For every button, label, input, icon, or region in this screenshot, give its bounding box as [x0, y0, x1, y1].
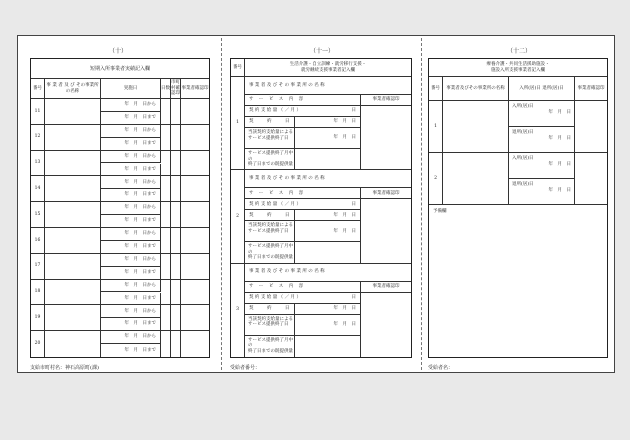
date-from: 年 月 日から [101, 176, 161, 189]
service-content-label: サ ー ビ ス 内 容 [245, 188, 361, 199]
confirm-stamp-cell [361, 106, 411, 170]
header-number: 番号 [429, 77, 443, 101]
row-number: 15 [31, 202, 45, 228]
service-content-label: サ ー ビ ス 内 容 [245, 282, 361, 293]
date-from: 年 月 日から [101, 228, 161, 241]
confirm-label: 事業者確認印 [361, 282, 411, 293]
end-date-value: 年 月 日 [295, 315, 361, 336]
days-cell [161, 228, 171, 254]
provider-name-cell [443, 101, 509, 153]
block-number: 3 [231, 264, 245, 357]
provided-line: サービス提供終了月中の [248, 244, 293, 255]
provider-name-label: 事 業 者 及 び そ の 事 業 所 の 名 称 [245, 264, 411, 282]
contract-date-value: 年 月 日 [295, 117, 361, 128]
date-from: 年 月 日から [101, 305, 161, 318]
row-number: 14 [31, 176, 45, 202]
notes-area [429, 205, 607, 357]
days-cell [161, 305, 171, 331]
date-to: 年 月 日まで [101, 215, 161, 228]
date-to: 年 月 日まで [101, 344, 161, 357]
confirm-stamp-cell [575, 153, 607, 205]
short-stay-table [30, 58, 210, 358]
header-confirm: 事業者確認印 [181, 79, 209, 99]
row-number: 11 [31, 99, 45, 125]
days-cell [161, 331, 171, 357]
provider-name-cell [45, 176, 101, 202]
provided-line: 終了日までの既提供量 [248, 162, 293, 167]
footer-municipality: 支給市町村名：神石高原町(課) [30, 365, 99, 371]
cut-line [221, 38, 222, 370]
days-cell [161, 202, 171, 228]
provider-name-cell [45, 305, 101, 331]
certificate-sheet [17, 35, 615, 373]
confirm-stamp-cell [181, 305, 209, 331]
provider-name-cell [45, 151, 101, 177]
provider-name-cell [45, 280, 101, 306]
date-to: 年 月 日まで [101, 267, 161, 280]
days-cell [161, 125, 171, 151]
end-date-label [245, 315, 295, 336]
date-from: 年 月 日から [101, 125, 161, 138]
footer-recipient-name: 受給者名： [428, 365, 454, 371]
date-from: 年 月 日から [101, 254, 161, 267]
daytime-services-table [230, 58, 412, 358]
days-cell [161, 99, 171, 125]
provider-name-cell [45, 331, 101, 357]
contract-amount-label: 契 約 支 給 量 （ ／ 月 ） [249, 294, 301, 300]
title-line: 療養介護・共同生活援助施設・ [486, 62, 550, 67]
end-date-line: サービス提供終了日 [248, 228, 289, 234]
provider-name-cell [45, 228, 101, 254]
confirm-stamp-cell [181, 202, 209, 228]
contract-date-value: 年 月 日 [295, 210, 361, 221]
provided-amount-value [295, 149, 361, 170]
table-title: 短期入所事業者実績記入欄 [31, 59, 209, 79]
row-number: 2 [429, 153, 443, 205]
municipal-stamp-cell [171, 151, 181, 177]
exit-label: 退所(居)日 [512, 182, 534, 187]
provider-name-cell [45, 125, 101, 151]
panel-number: （十） [108, 48, 127, 55]
confirm-stamp-cell [181, 331, 209, 357]
provided-amount-label [245, 242, 295, 263]
municipal-stamp-cell [171, 228, 181, 254]
end-date-line: 当該契約支給量による [248, 223, 293, 229]
provider-name-label: 事 業 者 及 び そ の 事 業 所 の 名 称 [245, 170, 411, 188]
row-number: 12 [31, 125, 45, 151]
header-provider: 事 業 者 及 び その事業所の名称 [45, 79, 101, 99]
panel-short-stay [18, 36, 218, 372]
provided-line: 終了日までの既提供量 [248, 348, 293, 354]
provided-line: サービス提供終了月中の [248, 151, 293, 162]
header-dates: 入所(居)日 退所(居)日 [509, 77, 575, 101]
row-number: 20 [31, 331, 45, 357]
municipal-stamp-cell [171, 125, 181, 151]
header-provider: 事業者及びその事業所の名称 [443, 77, 509, 101]
end-date-line: 当該契約支給量による [248, 130, 293, 135]
row-number: 17 [31, 254, 45, 280]
row-number: 19 [31, 305, 45, 331]
contract-date-label: 契 約 日 [245, 304, 295, 315]
residential-table [428, 58, 608, 358]
panel-daytime-services [224, 36, 420, 372]
municipal-stamp-cell [171, 280, 181, 306]
provider-name-cell [45, 202, 101, 228]
header-municipal: 市町村確認印 [171, 79, 181, 99]
entry-value: 年 月 日 [548, 161, 571, 167]
end-date-label [245, 221, 295, 242]
exit-date [509, 179, 575, 205]
date-from: 年 月 日から [101, 151, 161, 164]
exit-value: 年 月 日 [548, 135, 571, 141]
date-from: 年 月 日から [101, 280, 161, 293]
municipal-stamp-cell [171, 254, 181, 280]
contract-amount-label: 契 約 支 給 量 （ ／ 月 ） [249, 108, 301, 114]
table-title [429, 59, 607, 77]
end-date-value: 年 月 日 [295, 128, 361, 149]
row-number: 1 [429, 101, 443, 153]
entry-date [509, 153, 575, 179]
cut-line [421, 38, 422, 370]
notes-label: 予備欄 [433, 209, 447, 214]
confirm-stamp-cell [181, 280, 209, 306]
contract-amount-row [245, 199, 361, 210]
provider-name-cell [443, 153, 509, 205]
municipal-stamp-cell [171, 202, 181, 228]
date-to: 年 月 日まで [101, 164, 161, 177]
contract-amount-row [245, 293, 361, 304]
table-title [245, 59, 411, 77]
provider-name-cell [45, 254, 101, 280]
provider-name-label: 事 業 者 及 び そ の 事 業 所 の 名 称 [245, 77, 411, 95]
entry-value: 年 月 日 [548, 109, 571, 115]
panel-number: （十二） [506, 48, 531, 55]
days-cell [161, 151, 171, 177]
title-line: 生活介護・自立訓練・就労移行支援・ [289, 62, 367, 67]
provided-line: 終了日までの既提供量 [248, 255, 293, 261]
exit-date [509, 127, 575, 153]
header-number: 番号 [231, 59, 245, 77]
day-unit: 日 [351, 294, 356, 300]
municipal-stamp-cell [171, 305, 181, 331]
date-from: 年 月 日から [101, 331, 161, 344]
contract-amount-row [245, 106, 361, 117]
end-date-value: 年 月 日 [295, 221, 361, 242]
provided-amount-value [295, 336, 361, 357]
provided-amount-label [245, 336, 295, 357]
confirm-label: 事業者確認印 [361, 188, 411, 199]
entry-date [509, 101, 575, 127]
title-line: 就労継続支援事業者記入欄 [301, 67, 355, 73]
exit-value: 年 月 日 [548, 187, 571, 193]
days-cell [161, 176, 171, 202]
date-to: 年 月 日まで [101, 112, 161, 125]
entry-label: 入所(居)日 [512, 156, 534, 161]
confirm-stamp-cell [575, 101, 607, 153]
confirm-stamp-cell [181, 228, 209, 254]
header-days: 日数 [161, 79, 171, 99]
end-date-line: サービス提供終了日 [248, 322, 289, 328]
contract-date-label: 契 約 日 [245, 117, 295, 128]
days-cell [161, 280, 171, 306]
confirm-stamp-cell [181, 254, 209, 280]
block-number: 1 [231, 77, 245, 170]
footer-recipient-number: 受給者番号： [230, 365, 261, 371]
panel-number: （十一） [309, 48, 334, 55]
end-date-line: サービス提供終了日 [248, 135, 289, 141]
date-to: 年 月 日まで [101, 241, 161, 254]
confirm-stamp-cell [361, 293, 411, 357]
entry-label: 入所(居)日 [512, 104, 534, 109]
provided-amount-label [245, 149, 295, 170]
day-unit: 日 [351, 201, 356, 207]
municipal-stamp-cell [171, 331, 181, 357]
exit-label: 退所(居)日 [512, 130, 534, 135]
header-number: 番号 [31, 79, 45, 99]
row-number: 16 [31, 228, 45, 254]
end-date-label [245, 128, 295, 149]
end-date-line: 当該契約支給量による [248, 316, 293, 322]
date-from: 年 月 日から [101, 99, 161, 112]
date-to: 年 月 日まで [101, 318, 161, 331]
confirm-stamp-cell [181, 99, 209, 125]
date-from: 年 月 日から [101, 202, 161, 215]
days-cell [161, 254, 171, 280]
provided-line: サービス提供終了月中の [248, 337, 293, 349]
confirm-stamp-cell [181, 125, 209, 151]
row-number: 13 [31, 151, 45, 177]
date-to: 年 月 日まで [101, 189, 161, 202]
day-unit: 日 [351, 108, 356, 114]
block-number: 2 [231, 170, 245, 263]
date-to: 年 月 日まで [101, 138, 161, 151]
contract-date-label: 契 約 日 [245, 210, 295, 221]
header-date: 実施日 [101, 79, 161, 99]
provider-name-cell [45, 99, 101, 125]
municipal-stamp-cell [171, 99, 181, 125]
contract-amount-label: 契 約 支 給 量 （ ／ 月 ） [249, 201, 301, 207]
panel-residential [424, 36, 614, 372]
confirm-stamp-cell [361, 199, 411, 263]
confirm-label: 事業者確認印 [361, 95, 411, 106]
confirm-stamp-cell [181, 151, 209, 177]
contract-date-value: 年 月 日 [295, 304, 361, 315]
row-number: 18 [31, 280, 45, 306]
header-confirm: 事業者確認印 [575, 77, 607, 101]
date-to: 年 月 日まで [101, 293, 161, 306]
municipal-stamp-cell [171, 176, 181, 202]
confirm-stamp-cell [181, 176, 209, 202]
service-content-label: サ ー ビ ス 内 容 [245, 95, 361, 106]
provided-amount-value [295, 242, 361, 263]
title-line: 施設入所支援事業者記入欄 [491, 67, 545, 73]
